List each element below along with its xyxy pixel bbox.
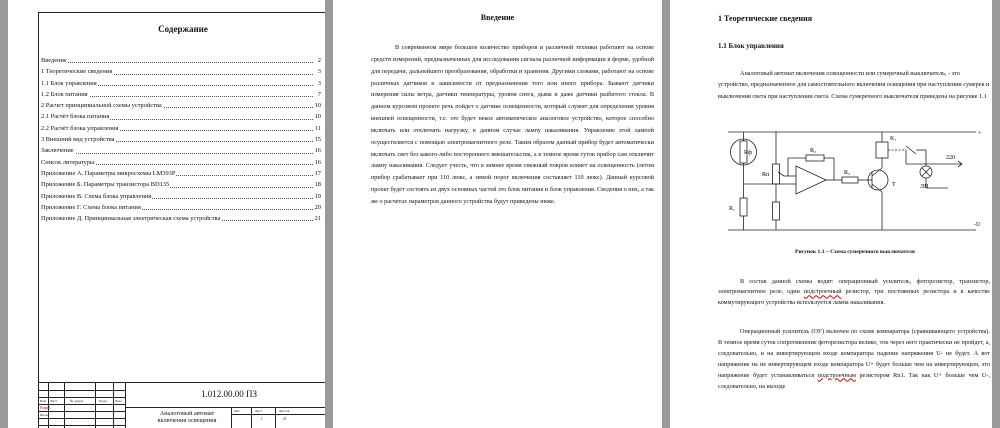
stamp-col-sign: Подп. (99, 399, 108, 403)
toc-entry-page: 16 (314, 157, 321, 168)
stamp-col-izm: Изм (40, 399, 46, 403)
stamp-list-num: 1 (261, 417, 263, 421)
theory-paragraph-1: Аналоговый автомат включения освещенности или сумеречный выключатель, - это устройство, предназначенное для самостоятельного включения освещения при наступлении сумерек и выключения света при наступлении света. Схема сумеречного выключателя приведена на рисунке 1.1 (718, 70, 990, 100)
stamp-document-code: 1.012.00.00 ПЗ (200, 389, 257, 399)
toc-entry-label: Заключение (41, 147, 74, 155)
toc-entry-page: 7 (317, 89, 321, 100)
stamp-col-date: Дата (115, 399, 122, 403)
toc-entry-label: 2 Расчет принципиальной схемы устройства (41, 102, 162, 110)
toc-entry-page: 11 (314, 123, 321, 134)
toc-entry (41, 78, 321, 89)
stamp-lit: Лит. (234, 409, 241, 413)
toc-entry (41, 100, 321, 111)
label-k1: K₁ (890, 136, 897, 142)
toc-entry-page: 3 (317, 66, 321, 77)
stamp-listov-num: 21 (283, 417, 287, 421)
intro-paragraph: В современном мире большое количество приборов и различной техники работают на основе средств измерений, предназначенных для исследования сигнала различной информации в форме, удобной для передачи, дальнейшего преобразования, обработки и хранения. Другими словами, работают на основе различных датчиков в зависимости от предназначения того или иного прибора. Бывают датчики измерения силы ветра, датчики температуры, уровня снега, дыма и даже датчики разбитого стекла. В данном курсовом проекте речь пойдет о датчике освещенности, который служит для определения уровня внешней освещенности, т.е. это будет некое автоматическое аналоговое устройство, которое способно включать или отключать нагрузку, в данном случае лампу накаливания. Управление этой лампой осуществляется с помощью электромагнитного реле. Таким образом данный прибор будет автоматически включать свет без какого-либо постороннего вмешательства, а в темное время суток прибор сам отключит лампу накаливания. Следует учесть, что в зимнее время снежный покров влияет на освещенность (летом прибор срабатывает при 110 люкс, а зимой порог включения составляет 110 люкс). Данный курсовой проект будет состоять из двух основных частей это блок питания и блок управления. Сведения о них, а так же о расчетах параметров данного устройства будут приведены ниже. (371, 44, 654, 205)
label-r2: R₂ (810, 148, 817, 154)
intro-title: Введение (480, 13, 515, 22)
toc-entry-label: Приложение В. Схема блока управления (41, 192, 152, 200)
toc-entry-label: 2.1 Расчёт блока питания (41, 113, 110, 121)
leader-dots (41, 153, 313, 154)
theory-paragraph-2: В состав данной схемы водят: операционный усилитель, фоторезистор, транзистор, электромагнитное реле, один подстроечный резистор, три постоянных резистора и в качестве коммутирующего устройства используется лампа накаливания. (718, 278, 990, 306)
stamp-document-title: Аналоговый автомат включения освещения (157, 410, 217, 424)
theory-paragraph-3: Операционный усилитель (ОУ) включен по схеме компаратора (сравнивающего устройства). В темное время суток сопротивление фоторезистора велико, ток через него практически не пройдет, а, следовательно, и на инвертирующем входе компаратора падение напряжения U- не будет. А вот напряжение на не инвертирующем входе компаратора U+ будет больше чем на инвертирующем, это напряжение будет устанавливаться подстроечным резистором Rп1. Так как U+ больше чем U-, следовательно, на выходе (718, 328, 990, 390)
toc-entry-page: 10 (314, 111, 321, 122)
toc-entry-label: Введение (41, 57, 67, 64)
toc-entry-page: 20 (314, 202, 321, 213)
label-rf: Rф (744, 150, 752, 156)
toc-entry (41, 134, 321, 145)
toc-entry-page: 21 (314, 213, 321, 224)
toc-entry (41, 191, 321, 202)
leader-dots (41, 62, 313, 63)
toc-title: Содержание (158, 24, 208, 34)
stamp-row-prov: Пров. (40, 413, 49, 417)
toc-entry-label: 3 Внешний вид устройства (41, 136, 115, 144)
toc-entry (41, 111, 321, 122)
toc-entry (41, 179, 321, 190)
stamp-row-razrab: Разраб. (40, 406, 52, 410)
stamp-col-doc: № докум. (70, 399, 84, 403)
toc-entry (41, 123, 321, 134)
page-theory (670, 0, 992, 428)
toc-entry (41, 145, 321, 156)
label-plus: + (978, 131, 982, 137)
circuit-diagram (726, 128, 992, 236)
toc-entry (41, 168, 321, 179)
stamp-listov: Листов (279, 409, 290, 413)
label-transistor: T (892, 182, 896, 188)
toc-entry-label: Список литературы (41, 158, 95, 166)
section-heading: 1 Теоретические сведения (718, 14, 813, 23)
toc-entry-label: 2.2 Расчёт блока управления (41, 124, 119, 132)
toc-entry (41, 89, 321, 100)
toc-entry-page: 2 (317, 55, 321, 66)
toc-list (41, 55, 321, 224)
toc-entry-label: 1.1 Блок управления (41, 79, 97, 87)
label-r3: R₃ (844, 170, 851, 176)
page-toc (8, 0, 325, 428)
toc-entry (41, 55, 321, 66)
stamp-col-list: Лист (50, 399, 58, 403)
stamp-list: Лист (255, 409, 263, 413)
toc-entry-page: 16 (314, 145, 321, 156)
toc-entry-label: 1.2 Блок питания (41, 90, 88, 98)
label-lamp: ЛН (920, 184, 929, 190)
toc-entry (41, 213, 321, 224)
toc-entry-page: 10 (314, 100, 321, 111)
figure-caption: Рисунок 1.1 – Схема сумеречного выключателя (795, 249, 915, 255)
toc-entry (41, 202, 321, 213)
stamp-grid (39, 383, 125, 428)
toc-entry-page: 18 (314, 179, 321, 190)
toc-entry-page: 15 (314, 134, 321, 145)
subsection-heading: 1.1 Блок управления (718, 42, 784, 50)
toc-entry (41, 66, 321, 77)
page-frame (38, 12, 325, 428)
toc-entry-page: 3 (317, 78, 321, 89)
page-introduction (333, 0, 662, 428)
toc-entry-page: 19 (314, 191, 321, 202)
toc-entry-label: 1 Теоретические сведения (41, 68, 113, 76)
toc-entry-label: Приложение Г. Схема блока питания (41, 203, 141, 211)
toc-entry (41, 157, 321, 168)
toc-entry-label: Приложение А. Параметры микросхемы LM393P (41, 169, 176, 177)
toc-entry-page: 17 (314, 168, 321, 179)
label-220: 220 (946, 155, 955, 161)
label-rn: Rп (762, 172, 770, 178)
toc-entry-label: Приложение Д. Принципиальная электрическая схема устройства (41, 215, 221, 223)
label-r1: R₁ (729, 206, 736, 212)
title-block-stamp (39, 382, 325, 428)
toc-entry-label: Приложение Б. Параметры транзистора BD135 (41, 181, 170, 189)
label-minus: -U (974, 222, 981, 228)
